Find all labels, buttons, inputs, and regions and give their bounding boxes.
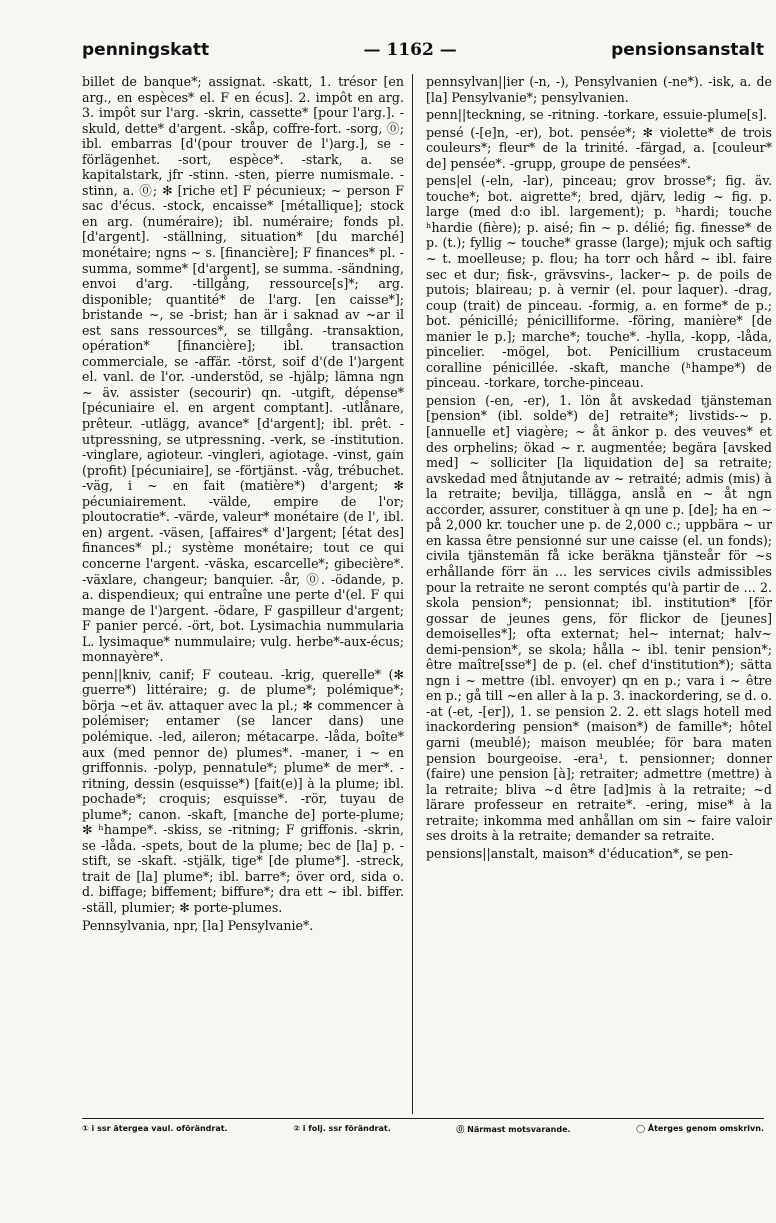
dictionary-entry: penn||teckning, se -ritning. -torkare, essuie-plume[s]. <box>426 107 767 123</box>
guide-word-right: pensionsanstalt <box>611 40 764 60</box>
legend-item: ② i folj. ssr förändrat. <box>293 1124 391 1133</box>
guide-word-left: penningskatt <box>82 40 210 60</box>
footer-legend <box>82 1124 764 1135</box>
legend-item: ⓪ Närmast motsvarande. <box>456 1125 571 1134</box>
dictionary-entry: pennsylvan||ier (-n, -), Pensylvanien (-ne*). -isk, a. de [la] Pensylvanie*; pensylvanien. <box>426 74 772 105</box>
dictionary-entry: pens|el (-eln, -lar), pinceau; grov brosse*; fig. äv. touche*; bot. aigrette*; bred, djärv, ledig ~ fig. p. large (med d:o ibl. largement); p. ʰhardi; touche ʰhardie (fière); p. aisé; fin ~ p. délié; fig. finesse* de p. (t.); fyllig ~ touche* grasse (large); mjuk och saftig ~ t. moelleuse; p. flou; ha torr och hård ~ ibl. faire sec et dur; fisk-, grävsvins-, lacker~ p. de poils de putois; blaireau; p. à vernir (el. pour laquer). -drag, coup (trait) de pinceau. -formig, a. en forme* de p.; bot. pénicillé; pénicilliforme. -föring, manière* [de manier le p.]; marche*; touche*. -hylla, -kopp, -låda, pincelier. -mögel, bot. Penicillium crustaceum coralline pénicillée. -skaft, manche (ʰhampe*) de pinceau. -torkare, torche-pinceau. <box>426 173 772 391</box>
column-divider <box>412 74 413 1114</box>
left-column <box>82 74 412 933</box>
dictionary-entry: pension (-en, -er), 1. lön åt avskedad tjänsteman [pension* (ibl. solde*) de] retraite*; livstids-~ p. [annuelle et] viagère; ~ åt änkor p. des veuves* et des orphelins; ökad ~ r. augmentée; begära [avsked med] ~ solliciter [la liquidation de] sa retraite; avskedad med åtnjutande av ~ retraité; admis (mis) à la retraite; bevilja, tillägga, anslå en ~ åt ngn accorder, assurer, constituer à qn une p. [de]; ha en ~ på 2,000 kr. toucher une p. de 2,000 c.; uppbära ~ ur en kassa être pensionné sur une caisse (el. un fonds); civila tjänstemän få icke beräkna tjänsteår för ~s erhållande förr än ... les services civils admissibles pour la retraite ne seront comptés qu'à partir de ... 2. skola pension*; pensionnat; ibl. institution* [för gossar de jeunes gens, för flickor de [jeunes] demoiselles*]; ofta externat; hel~ internat; halv~ demi-pension*, se skola; hålla ~ ibl. tenir pension*; être maître[sse*] de p. (el. chef d'institution*); sätta ngn i ~ mettre (ibl. envoyer) qn en p.; vara i ~ être en p.; gå till ~en aller à la p. 3. inackordering, se d. o. -at (-et, -[er]), 1. se pension 2. 2. ett slags hotell med inackordering pension* (maison*) de famille*; hôtel garni (meublé); maison meublée; för bara maten pension bourgeoise. -era¹, t. pensionner; donner (faire) une pension [à]; retraiter; admettre (mettre) à la retraite; bliva ~d être [ad]mis à la retraite; ~d lärare professeur en retraite*. -ering, mise* à la retraite; inkomma med anhållan om sin ~ faire valoir ses droits à la retraite; demander sa retraite. <box>426 392 772 844</box>
legend-item: ① i ssr ätergea vaul. oförändrat. <box>82 1124 228 1133</box>
dictionary-entry: billet de banque*; assignat. -skatt, 1. trésor [en arg., en espèces* el. F en écus]. 2. impôt en arg. 3. impôt sur l'arg. -skrin, cassette* [pour l'arg.]. -skuld, dette* d'argent. -skåp, coffre-fort. -sorg, ⓪; ibl. embarras [d'(pour trouver de l')arg.], se -förlägenhet. -sort, espèce*. -stark, a. se kapitalstark, jfr -stinn. -sten, pierre numismale. -stinn, a. ⓪; ✻ [riche et] F pécunieux; ~ person F sac d'écus. -stock, encaisse* [métallique]; stock en arg. (numéraire); ibl. numéraire; fonds pl. [d'argent]. -ställning, situation* [du marché] monétaire; ngns ~ s. [financière]; F finances* pl. -summa, somme* [d'argent], se summa. -sändning, envoi d'arg. -tillgång, ressource[s]*; arg. disponible; quantité* de l'arg. [en caisse*]; bristande ~, se -brist; han är i saknad av ~ar il est sans ressources*, se tillgång. -transaktion, opération* [financière]; ibl. transaction commerciale, se -affär. -törst, soif d'(de l')argent el. vanl. de l'or. -understöd, se -hjälp; lämna ngn ~ äv. assister (secourir) qn. -utgift, dépense* [pécuniaire el. en argent comptant]. -utlånare, prêteur. -utlägg, avance* [d'argent]; ibl. prêt. -utpressning, se utpressning. -verk, se -institution. -vinglare, agioteur. -vingleri, agiotage. -vinst, gain (profit) [pécuniaire], se -förtjänst. -våg, trébuchet. -väg, i ~ en fait (matière*) d'argent; ✻ pécuniairement. -välde, empire de l'or; ploutocratie*. -värde, valeur* monétaire (de l', ibl. en) argent. -väsen, [affaires* d']argent; [état des] finances* pl.; système monétaire; tout ce qui concerne l'argent. -väska, escarcelle*; gibecière*. -växlare, changeur; banquier. -år, ⓪. -ödande, p. a. dispendieux; qui entraîne une perte d'(el. F qui mange de l')argent. -ödare, F gaspilleur d'argent; F panier percé. -ört, bot. Lysimachia nummularia L. lysimaque* nummulaire; vulg. herbe*-aux-écus; monnayère*. <box>82 74 404 665</box>
footer-rule <box>82 1118 764 1119</box>
legend-item: ◯ Återges genom omskrivn. <box>636 1124 764 1133</box>
page-header <box>82 40 764 70</box>
dictionary-entry: pensions||anstalt, maison* d'éducation*, se pen- <box>426 845 734 861</box>
dictionary-entry: Pennsylvania, npr, [la] Pensylvanie*. <box>82 917 314 933</box>
right-column <box>418 74 772 861</box>
dictionary-entry: penn||kniv, canif; F couteau. -krig, querelle* (✻ guerre*) littéraire; g. de plume*; polémique*; börja ~et äv. attaquer avec la pl.; ✻ commencer à polémiser; entamer (se lancer dans) une polémique. -led, aileron; métacarpe. -låda, boîte* aux (med pennor de) plumes*. -maner, i ~ en griffonnis. -polyp, pennatule*; plume* de mer*. -ritning, dessin (esquisse*) [fait(e)] à la plume; ibl. pochade*; croquis; esquisse*. -rör, tuyau de plume*; canon. -skaft, [manche de] porte-plume; ✻ ʰhampe*. -skiss, se -ritning; F griffonis. -skrin, se -låda. -spets, bout de la plume; bec de [la] p. -stift, se -skaft. -stjälk, tige* [de plume*]. -streck, trait de [la] plume*; ibl. barre*; över ord, sida o. d. biffage; biffement; biffure*; dra ett ~ ibl. biffer. -ställ, plumier; ✻ porte-plumes. <box>82 666 404 915</box>
page-number: — 1162 — <box>363 40 457 60</box>
dictionary-entry: pensé (-[e]n, -er), bot. pensée*; ✻ violette* de trois couleurs*; fleur* de la trinité. -färgad, a. [couleur* de] pensée*. -grupp, groupe de pensées*. <box>426 124 772 171</box>
